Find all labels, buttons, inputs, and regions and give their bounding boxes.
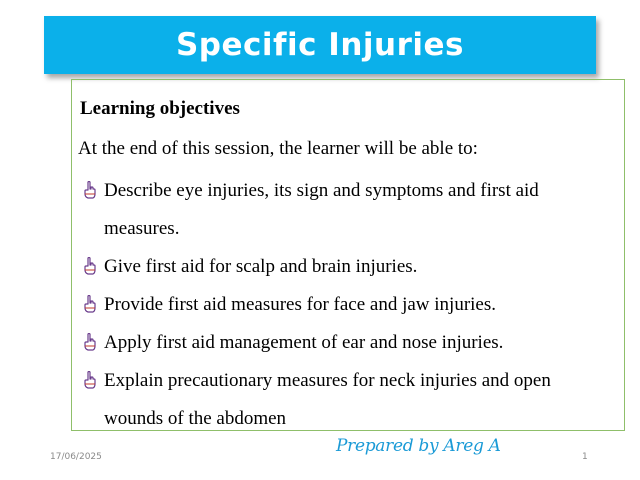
objective-line2: measures. [104, 218, 180, 239]
objective-line1: Apply first aid management of ear and nose injuries. [104, 332, 504, 353]
objectives-intro: At the end of this session, the learner will be able to: [78, 138, 478, 159]
objective-line1: Describe eye injuries, its sign and symptoms and first aid [104, 180, 539, 201]
objective-line2: wounds of the abdomen [104, 408, 287, 429]
title-banner [44, 16, 596, 74]
pointing-hand-icon [82, 295, 98, 313]
prepared-by-text: Prepared by Areg A [336, 436, 501, 456]
slide-date: 17/06/2025 [50, 452, 102, 462]
objectives-heading: Learning objectives [80, 98, 240, 119]
page-number: 1 [582, 452, 588, 462]
objective-item [80, 286, 618, 324]
objective-line1: Give first aid for scalp and brain injuries. [104, 256, 418, 277]
pointing-hand-icon [82, 333, 98, 351]
objective-item [80, 362, 618, 438]
objective-line1: Explain precautionary measures for neck injuries and open [104, 370, 551, 391]
slide-title: Specific Injuries [175, 27, 464, 63]
objectives-list [80, 172, 618, 438]
objective-item [80, 324, 618, 362]
pointing-hand-icon [82, 181, 98, 199]
pointing-hand-icon [82, 371, 98, 389]
objective-item [80, 172, 618, 248]
objective-item [80, 248, 618, 286]
pointing-hand-icon [82, 257, 98, 275]
objective-line1: Provide first aid measures for face and jaw injuries. [104, 294, 497, 315]
